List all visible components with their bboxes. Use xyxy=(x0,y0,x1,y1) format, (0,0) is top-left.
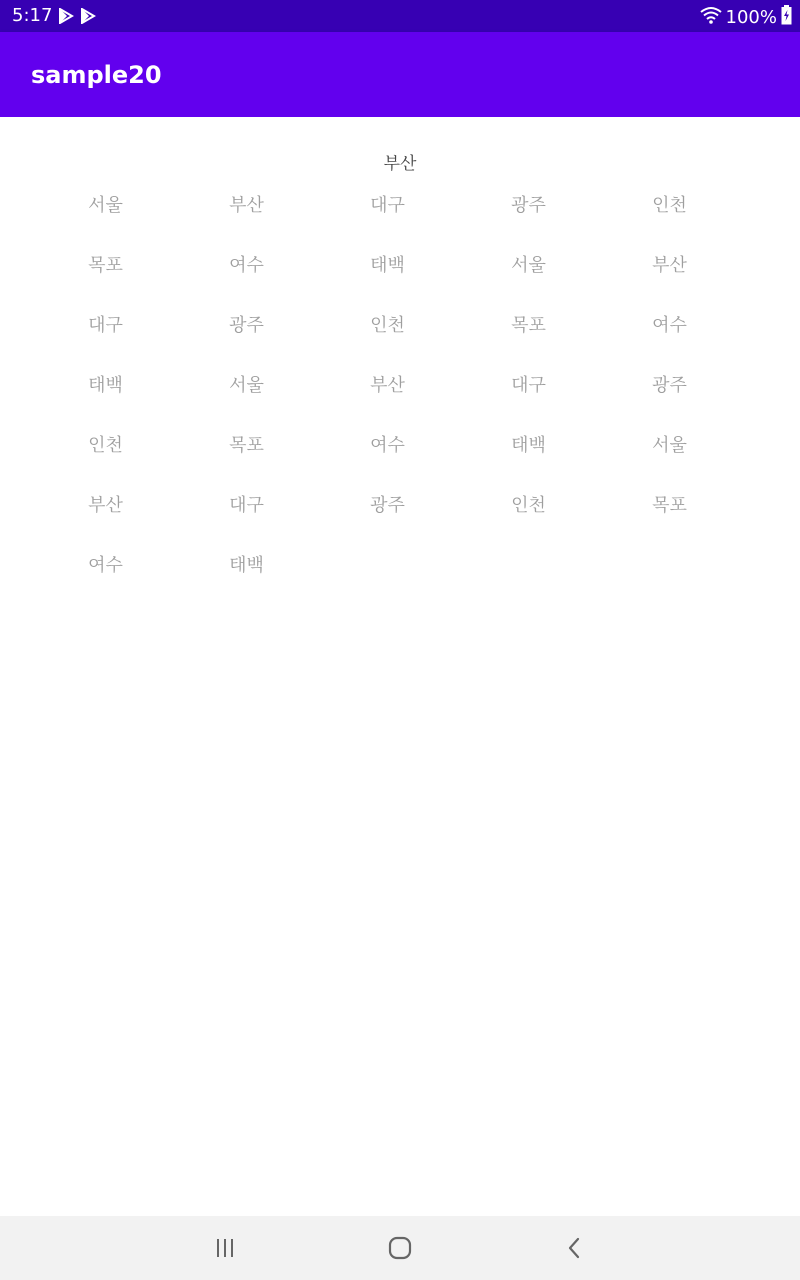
grid-item[interactable]: 인천 xyxy=(511,495,546,516)
grid-item[interactable]: 대구 xyxy=(229,495,264,516)
grid-item[interactable]: 태백 xyxy=(88,375,123,396)
grid-item[interactable]: 서울 xyxy=(229,375,264,396)
selected-city-text: 부산 xyxy=(383,154,417,174)
grid-item[interactable]: 광주 xyxy=(652,375,687,396)
grid-item[interactable]: 서울 xyxy=(88,195,123,216)
play-store-icon xyxy=(80,8,96,28)
grid-item[interactable]: 인천 xyxy=(88,435,123,456)
grid-item[interactable]: 대구 xyxy=(511,375,546,396)
grid-item[interactable]: 인천 xyxy=(370,315,405,336)
grid-item[interactable]: 서울 xyxy=(652,435,687,456)
back-icon[interactable] xyxy=(558,1232,590,1264)
grid-item[interactable]: 대구 xyxy=(88,315,123,336)
play-store-icon xyxy=(58,8,74,28)
notification-icons xyxy=(58,8,96,28)
app-bar xyxy=(0,32,800,117)
grid-item[interactable]: 목포 xyxy=(652,495,687,516)
grid-item[interactable]: 부산 xyxy=(88,495,123,516)
grid-item[interactable]: 여수 xyxy=(370,435,405,456)
recent-apps-icon[interactable] xyxy=(209,1232,241,1264)
status-time: 5:17 xyxy=(12,5,53,26)
grid-item[interactable]: 인천 xyxy=(652,195,687,216)
grid-item[interactable]: 목포 xyxy=(229,435,264,456)
grid-item[interactable]: 여수 xyxy=(229,255,264,276)
grid-item[interactable]: 태백 xyxy=(511,435,546,456)
grid-item[interactable]: 광주 xyxy=(370,495,405,516)
navigation-bar xyxy=(0,1216,800,1280)
main-content xyxy=(0,117,800,1216)
status-bar xyxy=(0,0,800,32)
grid-item[interactable]: 여수 xyxy=(88,555,123,576)
grid-item[interactable]: 부산 xyxy=(652,255,687,276)
grid-item[interactable]: 광주 xyxy=(511,195,546,216)
city-grid[interactable] xyxy=(35,174,740,594)
battery-charging-icon xyxy=(781,5,792,31)
grid-item[interactable]: 부산 xyxy=(229,195,264,216)
grid-item[interactable]: 서울 xyxy=(511,255,546,276)
status-right xyxy=(700,5,792,31)
wifi-icon xyxy=(700,6,722,30)
grid-item[interactable]: 태백 xyxy=(370,255,405,276)
battery-percent: 100% xyxy=(725,7,777,28)
grid-item[interactable]: 목포 xyxy=(511,315,546,336)
grid-item[interactable]: 대구 xyxy=(370,195,405,216)
grid-item[interactable]: 목포 xyxy=(88,255,123,276)
app-title: sample20 xyxy=(31,61,162,89)
grid-item[interactable]: 태백 xyxy=(229,555,264,576)
grid-item[interactable]: 광주 xyxy=(229,315,264,336)
grid-item[interactable]: 부산 xyxy=(370,375,405,396)
home-icon[interactable] xyxy=(384,1232,416,1264)
grid-item[interactable]: 여수 xyxy=(652,315,687,336)
